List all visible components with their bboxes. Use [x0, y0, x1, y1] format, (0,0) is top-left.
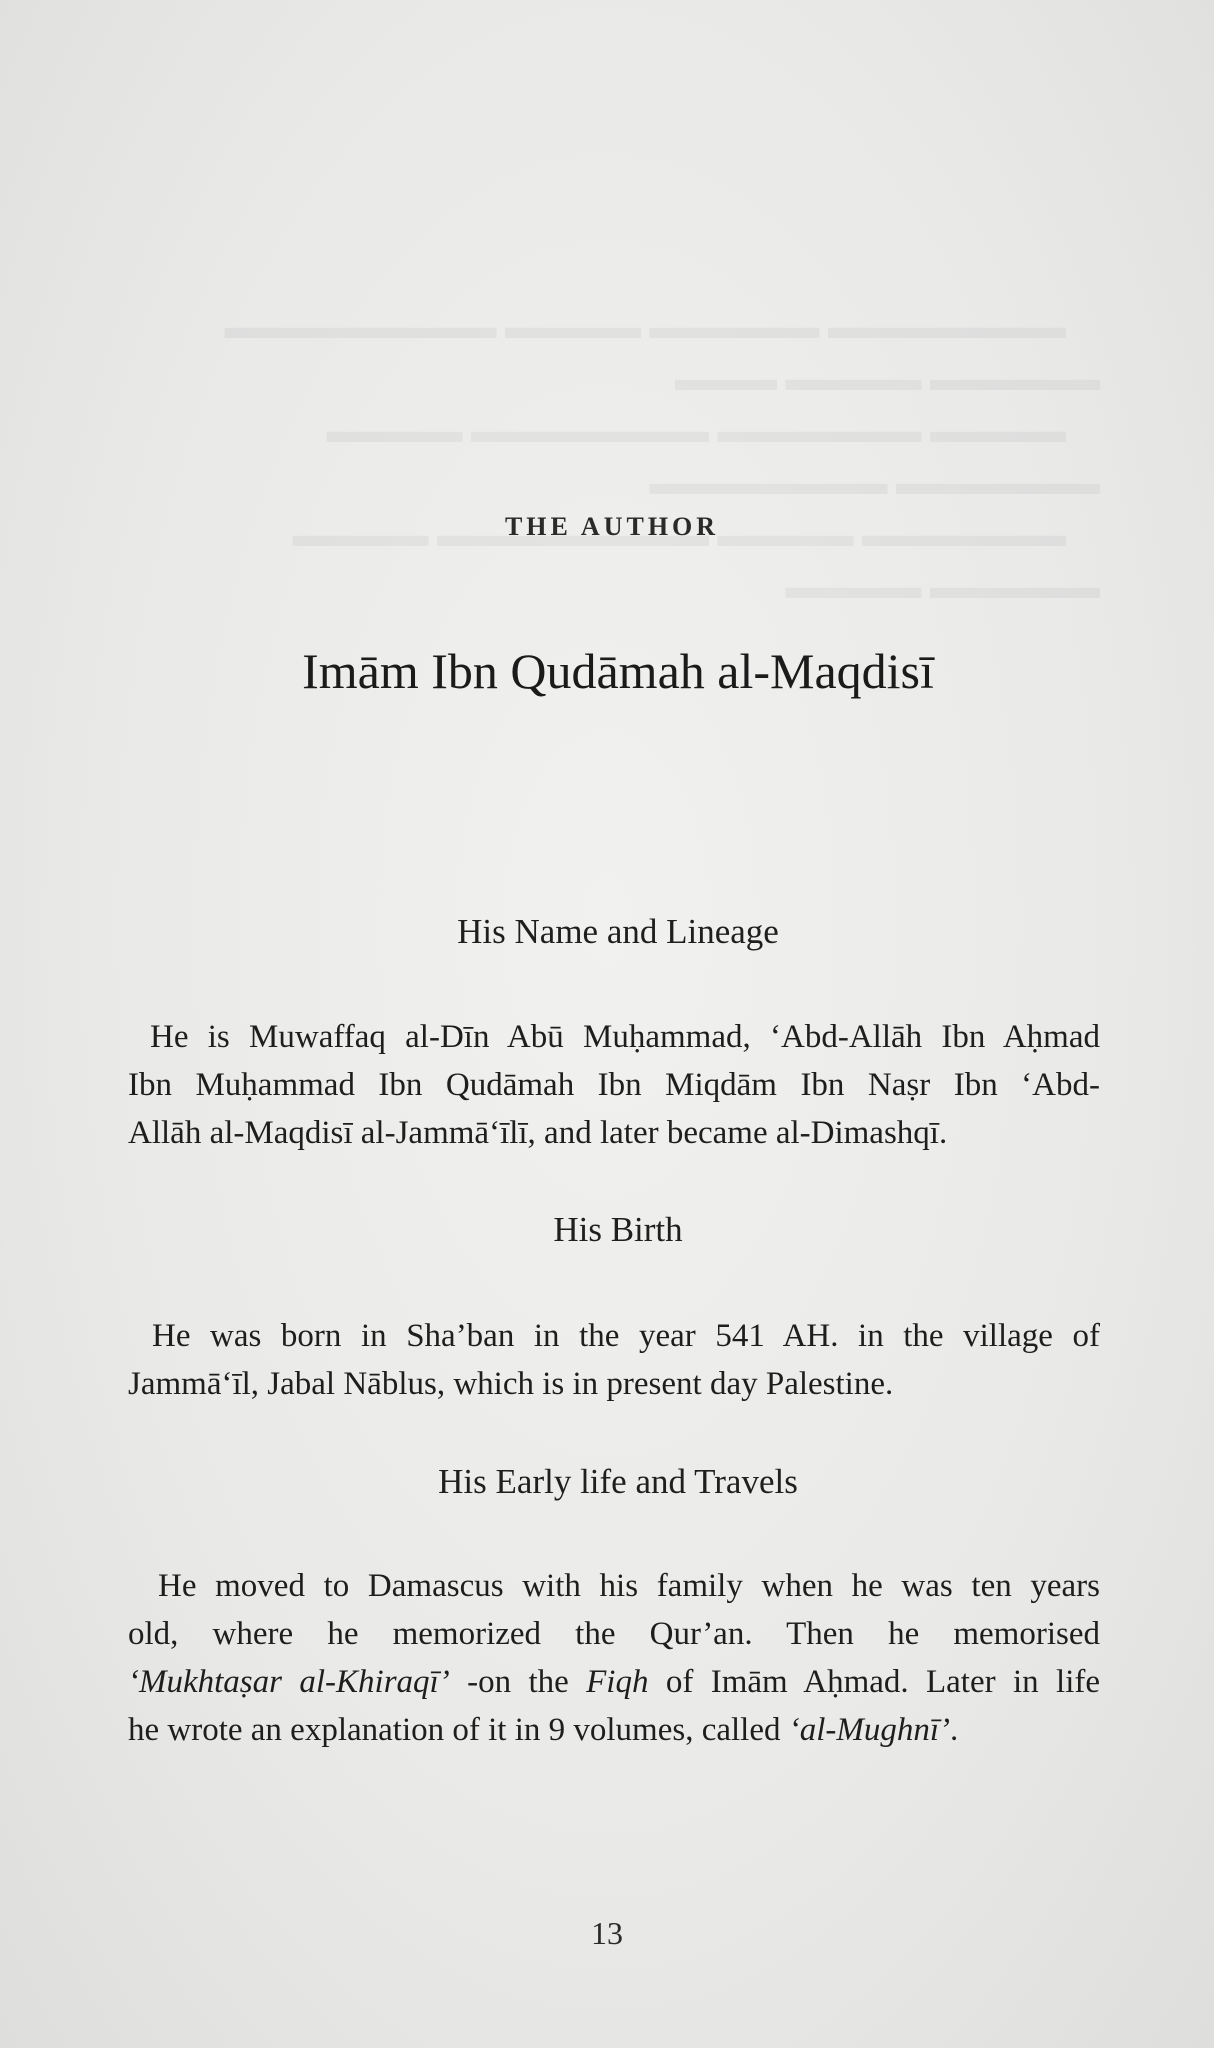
paragraph-line: Jammā‘īl, Jabal Nāblus, which is in present day Palestine. — [128, 1366, 894, 1402]
paragraph-line: Allāh al-Maqdisī al-Jammā‘īlī, and later became al-Dimashqī. — [128, 1115, 948, 1151]
text-fragment: -on the — [467, 1664, 569, 1700]
paragraph-line: He moved to Damascus with his family when he was ten years — [158, 1568, 1100, 1604]
italic-title-mughni: ‘al-Mughnī’ — [788, 1712, 951, 1748]
paragraph-birth — [128, 1312, 1100, 1408]
paragraph-line: Ibn Muḥammad Ibn Qudāmah Ibn Miqdām Ibn Naṣr Ibn ‘Abd- — [128, 1067, 1100, 1103]
paragraph-line: old, where he memorized the Qur’an. Then he memorised — [128, 1616, 1100, 1652]
italic-title-mukhtasar: ‘Mukhtaṣar al-Khiraqī’ — [128, 1664, 450, 1700]
paragraph-line — [128, 1706, 1100, 1754]
paragraph-line: He is Muwaffaq al-Dīn Abū Muḥammad, ‘Abd-Allāh Ibn Aḥmad — [150, 1019, 1100, 1055]
heading-name-lineage: His Name and Lineage — [457, 912, 779, 951]
section-label: THE AUTHOR — [504, 512, 720, 541]
bleed-through-texture — [120, 250, 1100, 666]
text-fragment: of Imām Aḥmad. Later in life — [665, 1664, 1101, 1700]
text-fragment: he wrote an explanation of it in 9 volumes, called — [128, 1712, 781, 1748]
paragraph-line: He was born in Sha’ban in the year 541 AH. in the village of — [152, 1318, 1100, 1354]
paragraph-early-life — [128, 1562, 1101, 1754]
italic-term-fiqh: Fiqh — [586, 1664, 649, 1700]
paragraph-name-lineage — [128, 1013, 1100, 1157]
page-number: 13 — [591, 1915, 623, 1951]
paragraph-line — [128, 1658, 1100, 1706]
trailing-punctuation: . — [950, 1712, 959, 1748]
heading-early-life: His Early life and Travels — [438, 1462, 798, 1501]
page-title: Imām Ibn Qudāmah al-Maqdisī — [302, 643, 934, 699]
heading-birth: His Birth — [553, 1210, 683, 1249]
